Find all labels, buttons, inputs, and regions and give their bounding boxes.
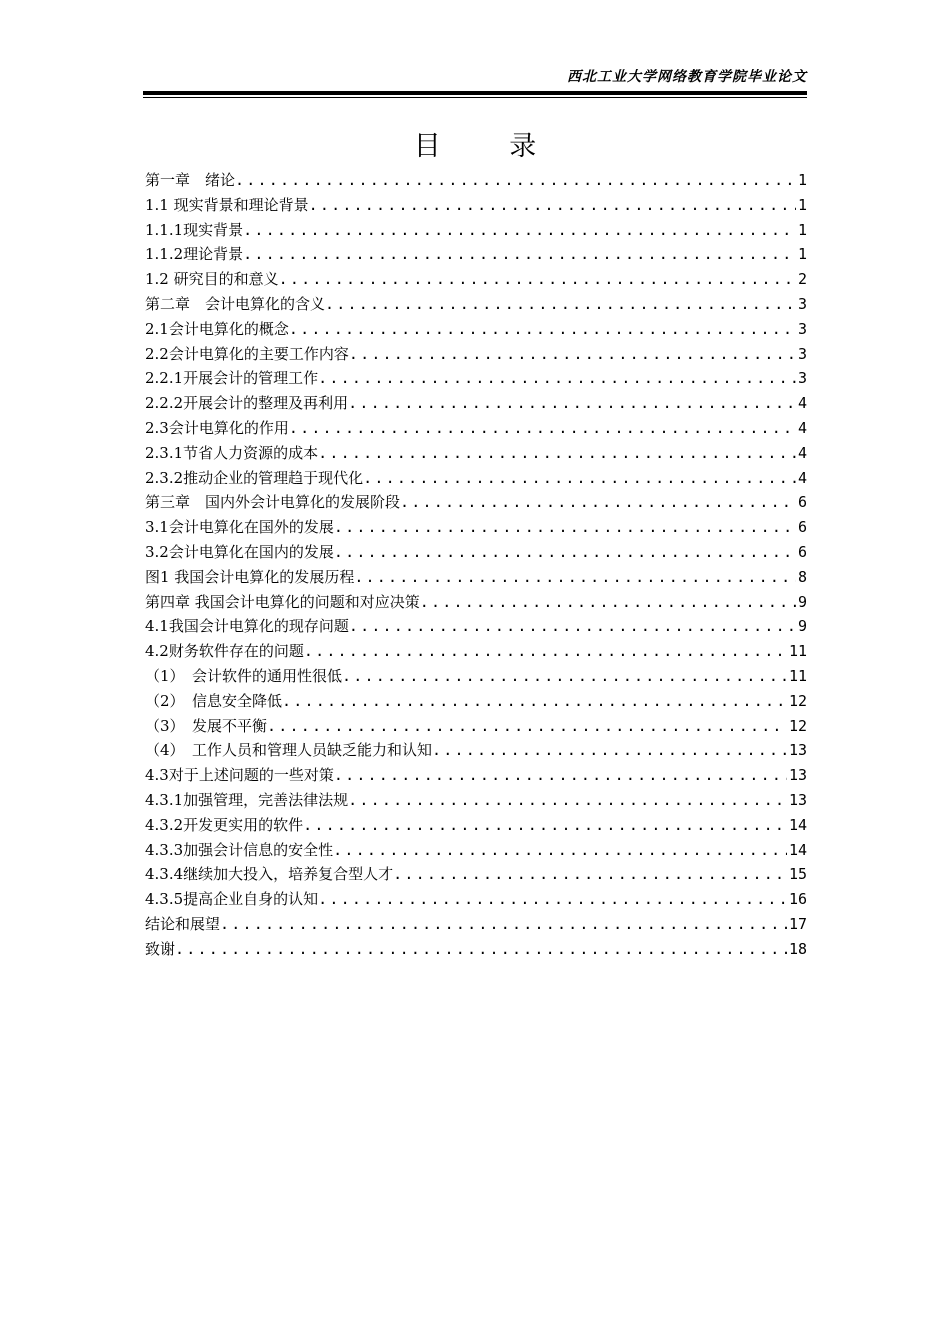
- toc-entry-label: 致谢: [145, 939, 176, 958]
- toc-leader-dots: [348, 788, 787, 813]
- header-rule-thin: [143, 97, 807, 98]
- toc-entry-page-number: 1: [797, 171, 807, 189]
- toc-entry-page-number: 6: [797, 518, 807, 537]
- toc-leader-dots: [354, 565, 796, 590]
- toc-entry[interactable]: [145, 515, 807, 540]
- toc-leader-dots: [333, 838, 787, 863]
- toc-entry-label: 1.1.2理论背景: [145, 245, 244, 264]
- toc-entry[interactable]: [145, 937, 807, 962]
- toc-entry-label: 2.3.1节省人力资源的成本: [145, 443, 319, 462]
- toc-entry[interactable]: [145, 838, 807, 863]
- toc-entry-label: 1.1.1现实背景: [145, 220, 244, 239]
- toc-entry-page-number: 1: [797, 195, 807, 214]
- toc-entry-page-number: 11: [788, 666, 807, 685]
- toc-leader-dots: [303, 813, 787, 838]
- toc-entry[interactable]: [145, 466, 807, 491]
- toc-entry-page-number: 13: [788, 790, 807, 809]
- document-header-title: 西北工业大学网络教育学院毕业论文: [567, 69, 807, 85]
- toc-leader-dots: [318, 441, 796, 466]
- toc-entry[interactable]: [145, 540, 807, 565]
- toc-entry-label: 4.1我国会计电算化的现存问题: [145, 617, 349, 636]
- table-of-contents: [145, 168, 807, 962]
- toc-leader-dots: [279, 267, 796, 292]
- toc-entry-page-number: 11: [788, 642, 807, 661]
- toc-entry-label: （3） 发展不平衡: [145, 716, 268, 735]
- toc-leader-dots: [309, 193, 796, 218]
- toc-entry-label: 4.3.1加强管理，完善法律法规: [145, 790, 349, 809]
- toc-entry-label: 4.3.3加强会计信息的安全性: [145, 840, 334, 859]
- toc-leader-dots: [349, 342, 796, 367]
- toc-entry-page-number: 9: [797, 592, 807, 611]
- toc-entry-label: 第二章 会计电算化的含义: [145, 294, 326, 313]
- toc-entry-label: 2.3.2推动企业的管理趋于现代化: [145, 468, 364, 487]
- toc-leader-dots: [304, 639, 787, 664]
- toc-entry-page-number: 13: [788, 741, 807, 760]
- toc-entry-label: 4.3.5提高企业自身的认知: [145, 890, 319, 909]
- toc-entry[interactable]: [145, 714, 807, 739]
- toc-entry[interactable]: [145, 292, 807, 317]
- toc-entry-page-number: 8: [797, 567, 807, 586]
- toc-entry-label: 2.1会计电算化的概念: [145, 319, 289, 338]
- toc-entry[interactable]: [145, 862, 807, 887]
- toc-entry[interactable]: [145, 168, 807, 193]
- toc-entry-page-number: 9: [797, 617, 807, 636]
- toc-entry-label: 3.2会计电算化在国内的发展: [145, 542, 334, 561]
- toc-entry-page-number: 1: [797, 220, 807, 239]
- toc-entry-label: 1.1 现实背景和理论背景: [145, 195, 309, 214]
- toc-entry[interactable]: [145, 441, 807, 466]
- toc-entry-page-number: 15: [788, 865, 807, 884]
- toc-entry-label: 第一章 绪论: [145, 171, 236, 189]
- toc-entry-page-number: 1: [797, 245, 807, 264]
- toc-leader-dots: [342, 664, 787, 689]
- toc-leader-dots: [325, 292, 796, 317]
- toc-leader-dots: [318, 366, 796, 391]
- toc-entry-page-number: 18: [788, 939, 807, 958]
- toc-entry-label: 4.3.4继续加大投入，培养复合型人才: [145, 865, 394, 884]
- toc-entry[interactable]: [145, 366, 807, 391]
- toc-entry-label: 4.3.2开发更实用的软件: [145, 815, 304, 834]
- toc-entry[interactable]: [145, 490, 807, 515]
- toc-entry-label: 4.2财务软件存在的问题: [145, 642, 304, 661]
- toc-leader-dots: [318, 887, 787, 912]
- toc-entry-label: 2.2.2开展会计的整理及再利用: [145, 394, 349, 413]
- toc-entry-page-number: 12: [788, 691, 807, 710]
- toc-entry-label: 结论和展望: [145, 914, 221, 933]
- toc-entry-label: 图1 我国会计电算化的发展历程: [145, 567, 355, 586]
- toc-entry-page-number: 6: [797, 542, 807, 561]
- toc-entry-page-number: 3: [797, 369, 807, 388]
- toc-leader-dots: [220, 912, 787, 937]
- toc-leader-dots: [393, 862, 787, 887]
- toc-entry[interactable]: [145, 416, 807, 441]
- toc-entry-page-number: 12: [788, 716, 807, 735]
- toc-entry-label: 第三章 国内外会计电算化的发展阶段: [145, 493, 401, 512]
- toc-leader-dots: [267, 714, 787, 739]
- toc-entry-label: （1） 会计软件的通用性很低: [145, 666, 343, 685]
- toc-entry-page-number: 4: [797, 418, 807, 437]
- toc-entry-label: （2） 信息安全降低: [145, 691, 283, 710]
- toc-entry[interactable]: [145, 218, 807, 243]
- toc-entry-page-number: 16: [788, 890, 807, 909]
- toc-leader-dots: [334, 515, 796, 540]
- toc-entry[interactable]: [145, 565, 807, 590]
- toc-entry-page-number: 3: [797, 319, 807, 338]
- toc-entry-page-number: 6: [797, 493, 807, 512]
- toc-entry[interactable]: [145, 788, 807, 813]
- toc-entry-page-number: 13: [788, 766, 807, 785]
- toc-leader-dots: [432, 738, 787, 763]
- toc-entry[interactable]: [145, 267, 807, 292]
- toc-title: 目 录: [413, 131, 567, 162]
- toc-entry[interactable]: [145, 391, 807, 416]
- toc-leader-dots: [235, 168, 796, 193]
- toc-entry[interactable]: [145, 664, 807, 689]
- toc-entry-page-number: 14: [788, 840, 807, 859]
- toc-leader-dots: [420, 590, 796, 615]
- toc-entry-label: （4） 工作人员和管理人员缺乏能力和认知: [145, 741, 433, 760]
- toc-entry-page-number: 3: [797, 294, 807, 313]
- toc-entry[interactable]: [145, 639, 807, 664]
- toc-entry[interactable]: [145, 689, 807, 714]
- toc-leader-dots: [349, 614, 796, 639]
- toc-entry[interactable]: [145, 763, 807, 788]
- toc-entry-label: 2.2.1开展会计的管理工作: [145, 369, 319, 388]
- toc-entry[interactable]: [145, 317, 807, 342]
- header-rule-thick: [143, 91, 807, 95]
- toc-entry-label: 4.3对于上述问题的一些对策: [145, 766, 334, 785]
- toc-entry[interactable]: [145, 813, 807, 838]
- toc-leader-dots: [363, 466, 796, 491]
- toc-entry-label: 3.1会计电算化在国外的发展: [145, 518, 334, 537]
- toc-entry-page-number: 4: [797, 443, 807, 462]
- toc-entry-page-number: 17: [788, 914, 807, 933]
- toc-leader-dots: [243, 242, 796, 267]
- toc-entry[interactable]: [145, 614, 807, 639]
- toc-entry-page-number: 14: [788, 815, 807, 834]
- toc-entry-page-number: 4: [797, 394, 807, 413]
- toc-entry[interactable]: [145, 590, 807, 615]
- toc-leader-dots: [400, 490, 796, 515]
- toc-entry-label: 1.2 研究目的和意义: [145, 270, 279, 289]
- toc-entry-page-number: 3: [797, 344, 807, 363]
- toc-leader-dots: [334, 540, 796, 565]
- toc-leader-dots: [334, 763, 787, 788]
- toc-entry[interactable]: [145, 738, 807, 763]
- toc-entry-page-number: 4: [797, 468, 807, 487]
- toc-entry-page-number: 2: [797, 270, 807, 289]
- toc-entry[interactable]: [145, 342, 807, 367]
- toc-entry-label: 2.3会计电算化的作用: [145, 418, 289, 437]
- toc-leader-dots: [243, 218, 796, 243]
- toc-leader-dots: [282, 689, 787, 714]
- toc-entry[interactable]: [145, 887, 807, 912]
- toc-leader-dots: [289, 317, 796, 342]
- toc-leader-dots: [289, 416, 796, 441]
- toc-entry[interactable]: [145, 193, 807, 218]
- toc-entry[interactable]: [145, 912, 807, 937]
- toc-entry-label: 第四章 我国会计电算化的问题和对应决策: [145, 592, 420, 611]
- toc-leader-dots: [348, 391, 796, 416]
- toc-entry[interactable]: [145, 242, 807, 267]
- toc-entry-label: 2.2会计电算化的主要工作内容: [145, 344, 349, 363]
- toc-leader-dots: [175, 937, 787, 962]
